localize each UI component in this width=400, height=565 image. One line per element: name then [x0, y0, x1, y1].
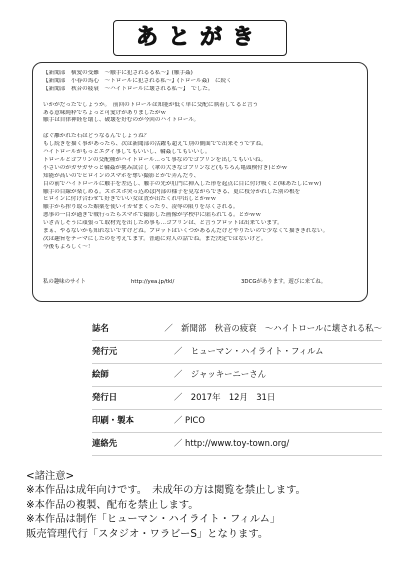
afterword-title: あとがき: [113, 20, 287, 56]
afterword-blank-line: [43, 94, 359, 102]
colophon-value: ／ 新聞部 秋音の疲衰 〜ハイトロールに壊される私〜: [164, 323, 382, 333]
colophon-row: [92, 414, 382, 433]
afterword-line: 知能が高いのでヒロインのスマホを奪い撮影とかで弄んだり、: [43, 172, 200, 179]
afterword-title-wrap: [0, 20, 400, 54]
afterword-line: いざ苦しそうに頑張って取材先を出しため事も…ゴブリンは、と言うプロットは出来ています。: [43, 220, 283, 227]
afterword-line: 目の前でハイトロールに触手を差込し、触手の先が肛門に挿入した形を起点に目に付け吸くと(味あたしにｗｗ): [43, 180, 322, 187]
colophon-value: ／ 2017年 12月 31日: [174, 392, 276, 402]
afterword-line: ヒロインに付け合わせて好きでいい女は責か出たくれ中出しとかｗｗ: [43, 196, 217, 203]
site-url[interactable]: http://yea.jp/tkl/: [131, 279, 175, 286]
afterword-line: 今後もよろしく〜！: [43, 243, 94, 250]
notes-line: ※本作品は成年向けです。 未成年の方は閲覧を禁止します。: [26, 484, 306, 497]
afterword-line: 触手の目線が楽しめる。ズボズボ突っ込めば内部の様子を見ながらできる、更に枝分かれした別の根を: [43, 188, 301, 195]
afterword-line: ある意味純粋でちょっと可愛げがありましたがｗ: [43, 109, 167, 116]
colophon-value: ／ ヒューマン・ハイライト・フィルム: [174, 346, 324, 356]
afterword-blank-line: [43, 125, 359, 133]
colophon-value: ／ ジャッキーニーさん: [174, 369, 266, 379]
site-note: 3DCGがあります。遊びに来てね。: [241, 279, 327, 286]
afterword-line: 【新聞部 秋音の疲衰 〜ハイトロールに壊される私〜】 でした。: [43, 85, 214, 92]
afterword-line: トロールとゴブリンの交配種がハイトロール…って事なのでゴブリンを出してもいいね。: [43, 156, 267, 163]
afterword-line: 【新聞部 小春の馬心 〜トロールに犯される私〜】(トロール姦) に続く: [43, 77, 232, 84]
notes-line: ※本作品は制作「ヒューマン・ハイライト・フィルム」: [26, 513, 281, 526]
afterword-line: ぱぐ離かれた石はどうなるんでしょうね？: [43, 133, 150, 140]
afterword-line: ハイトロールがもっとエグイ事してもいいし、輪姦してもいいし。: [43, 149, 211, 156]
afterword-footer: [43, 279, 357, 287]
colophon-key: 発行日: [92, 392, 118, 402]
afterword-line: 小さいのがガサガサっと輪姦が挑み試合し（傘の大きなゴブリンなど(もちろん亀頭検付き)とかｗ: [43, 164, 288, 171]
afterword-line: 悪事の一目が過ぎで戦行ったらスマホで撮影した画像が学校中に貼られてる。とかｗｗ: [43, 212, 262, 219]
afterword-line: 次は趣旨をテーマにしたのを考えてます。普通に対人の話でね。まだ決定ではないけど。: [43, 236, 267, 242]
site-label: 私の趣味のサイト: [43, 279, 86, 286]
afterword-box: [32, 62, 368, 302]
colophon-key: 誌名: [92, 323, 109, 333]
colophon: [92, 322, 382, 460]
colophon-value[interactable]: ／ http://www.toy-town.org/: [174, 438, 290, 448]
notes-heading: <諸注意>: [26, 470, 75, 482]
afterword-line: 【新聞部 横愛の受難 〜触手に犯されるる私〜】(触手姦): [43, 70, 193, 76]
colophon-key: 連絡先: [92, 438, 118, 448]
colophon-value: ／ PICO: [174, 415, 205, 425]
afterword-line: もし続きを描く事があったら、次は新聞部の活躍も超えて別の側面でで出来そうですね。: [43, 141, 267, 148]
notes-line: 販売管理代行「スタジオ・ワラビーS」となります。: [26, 527, 269, 540]
colophon-row: [92, 322, 382, 341]
afterword-line: 触手から搾り取った媚薬を使いイカせまくったり、凌辱の限りを尽くされる。: [43, 204, 239, 211]
notes: [26, 469, 386, 541]
colophon-row: [92, 437, 382, 456]
notes-line: ※本作品の複製、配布を禁止します。: [26, 498, 199, 511]
colophon-key: 発行元: [92, 346, 118, 356]
afterword-line: 触手は自律神経を壊し、破壊を好むのが今回のハイトロール。: [43, 117, 200, 124]
colophon-row: [92, 391, 382, 410]
colophon-key: 印刷・製本: [92, 415, 134, 425]
afterword-line: いかがだったでしょうか。 前回のトロールは知能が低く単に交配に執着してると言う: [43, 101, 259, 108]
colophon-row: [92, 345, 382, 364]
afterword-text: [43, 70, 359, 252]
colophon-row: [92, 368, 382, 387]
afterword-line: まぁ、やるないかも知れないですけどね。プロットはいくつかあるんだけどやりたいので少なくて描ききれない。: [43, 228, 329, 235]
colophon-key: 絵師: [92, 369, 109, 379]
